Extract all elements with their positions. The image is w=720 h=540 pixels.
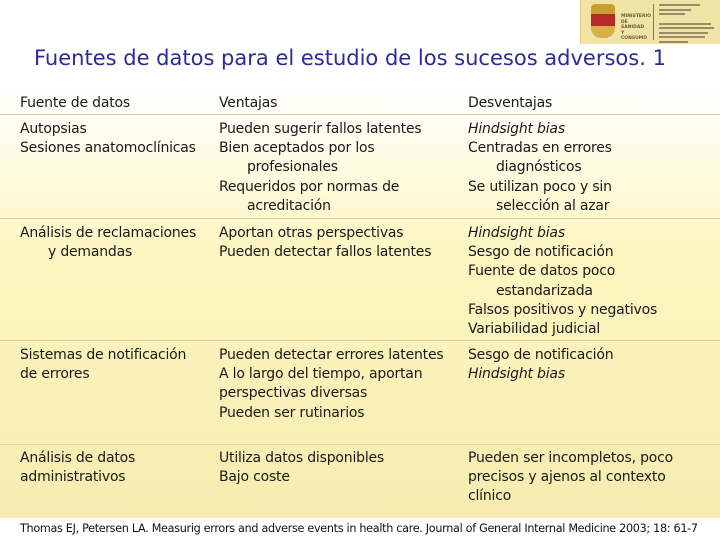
cell-line: Aportan otras perspectivas [219, 225, 404, 241]
cell-line: Centradas en errores [468, 140, 612, 157]
cell-fuente [20, 120, 216, 158]
cell-line: Sistemas de notificación [20, 347, 187, 363]
row-divider [0, 340, 720, 341]
cell-line: precisos y ajenos al contexto [468, 469, 666, 486]
cell-line: administrativos [20, 469, 126, 486]
row-divider [0, 218, 720, 219]
cell-line: Pueden detectar errores latentes [219, 347, 444, 363]
cell-line: Análisis de datos [20, 450, 136, 466]
cell-line: Variabilidad judicial [468, 321, 601, 338]
cell-line: Bien aceptados por los [219, 140, 375, 157]
cell-line: clínico [468, 488, 512, 505]
cell-line: Sesgo de notificación [468, 347, 614, 363]
cell-line: Análisis de reclamaciones [20, 225, 197, 241]
cell-line: Autopsias [20, 121, 87, 137]
cell-desventajas [468, 120, 716, 216]
cell-line: selección al azar [496, 197, 610, 214]
cell-line: Se utilizan poco y sin [468, 178, 612, 195]
cell-ventajas [219, 346, 463, 423]
cell-line: A lo largo del tiempo, aportan [219, 366, 423, 383]
cell-fuente [20, 224, 216, 262]
ministry-name: MINISTERIO DE SANIDAD Y CONSUMO [621, 14, 651, 41]
cell-line: Pueden detectar fallos latentes [219, 244, 432, 261]
logo-divider [653, 4, 654, 40]
cell-line: Sesgo de notificación [468, 244, 614, 261]
citation-footnote: Thomas EJ, Petersen LA. Measurig errors and adverse events in health care. Journal of General Internal Medicine 2003; 18: 61-7 [20, 522, 698, 535]
coat-of-arms-icon [591, 4, 615, 38]
cell-ventajas [219, 224, 463, 262]
cell-line: Hindsight bias [468, 225, 565, 241]
cell-line: acreditación [247, 197, 331, 214]
cell-desventajas [468, 346, 716, 384]
cell-ventajas [219, 449, 463, 487]
cell-line: Pueden sugerir fallos latentes [219, 121, 422, 137]
cell-line: Requeridos por normas de [219, 178, 400, 195]
cell-line: diagnósticos [496, 159, 582, 176]
cell-desventajas [468, 449, 716, 507]
cell-line: profesionales [247, 159, 338, 176]
cell-line: Utiliza datos disponibles [219, 450, 385, 466]
slide-title: Fuentes de datos para el estudio de los sucesos adversos. 1 [34, 46, 666, 70]
data-sources-table [0, 84, 720, 518]
ministry-logo [580, 0, 720, 44]
cell-ventajas [219, 120, 463, 216]
cell-line: Pueden ser incompletos, poco [468, 450, 674, 466]
cell-desventajas [468, 224, 716, 339]
cell-line: perspectivas diversas [219, 385, 368, 402]
cell-line: Bajo coste [219, 469, 290, 486]
header-ventajas: Ventajas [219, 95, 278, 111]
header-fuente: Fuente de datos [20, 95, 130, 111]
cell-line: Hindsight bias [468, 366, 565, 383]
cell-line: Pueden ser rutinarios [219, 404, 365, 421]
cell-line: estandarizada [496, 282, 593, 299]
cell-line: Falsos positivos y negativos [468, 301, 658, 318]
cell-line: Hindsight bias [468, 121, 565, 137]
cell-line: Sesiones anatomoclínicas [20, 140, 196, 157]
row-divider [0, 444, 720, 445]
cell-line: y demandas [48, 244, 133, 261]
logo-fine-print [659, 4, 717, 45]
row-divider [0, 114, 720, 115]
cell-fuente [20, 346, 216, 384]
cell-line: de errores [20, 366, 90, 383]
cell-fuente [20, 449, 216, 487]
cell-line: Fuente de datos poco [468, 263, 616, 280]
header-desventajas: Desventajas [468, 95, 553, 111]
